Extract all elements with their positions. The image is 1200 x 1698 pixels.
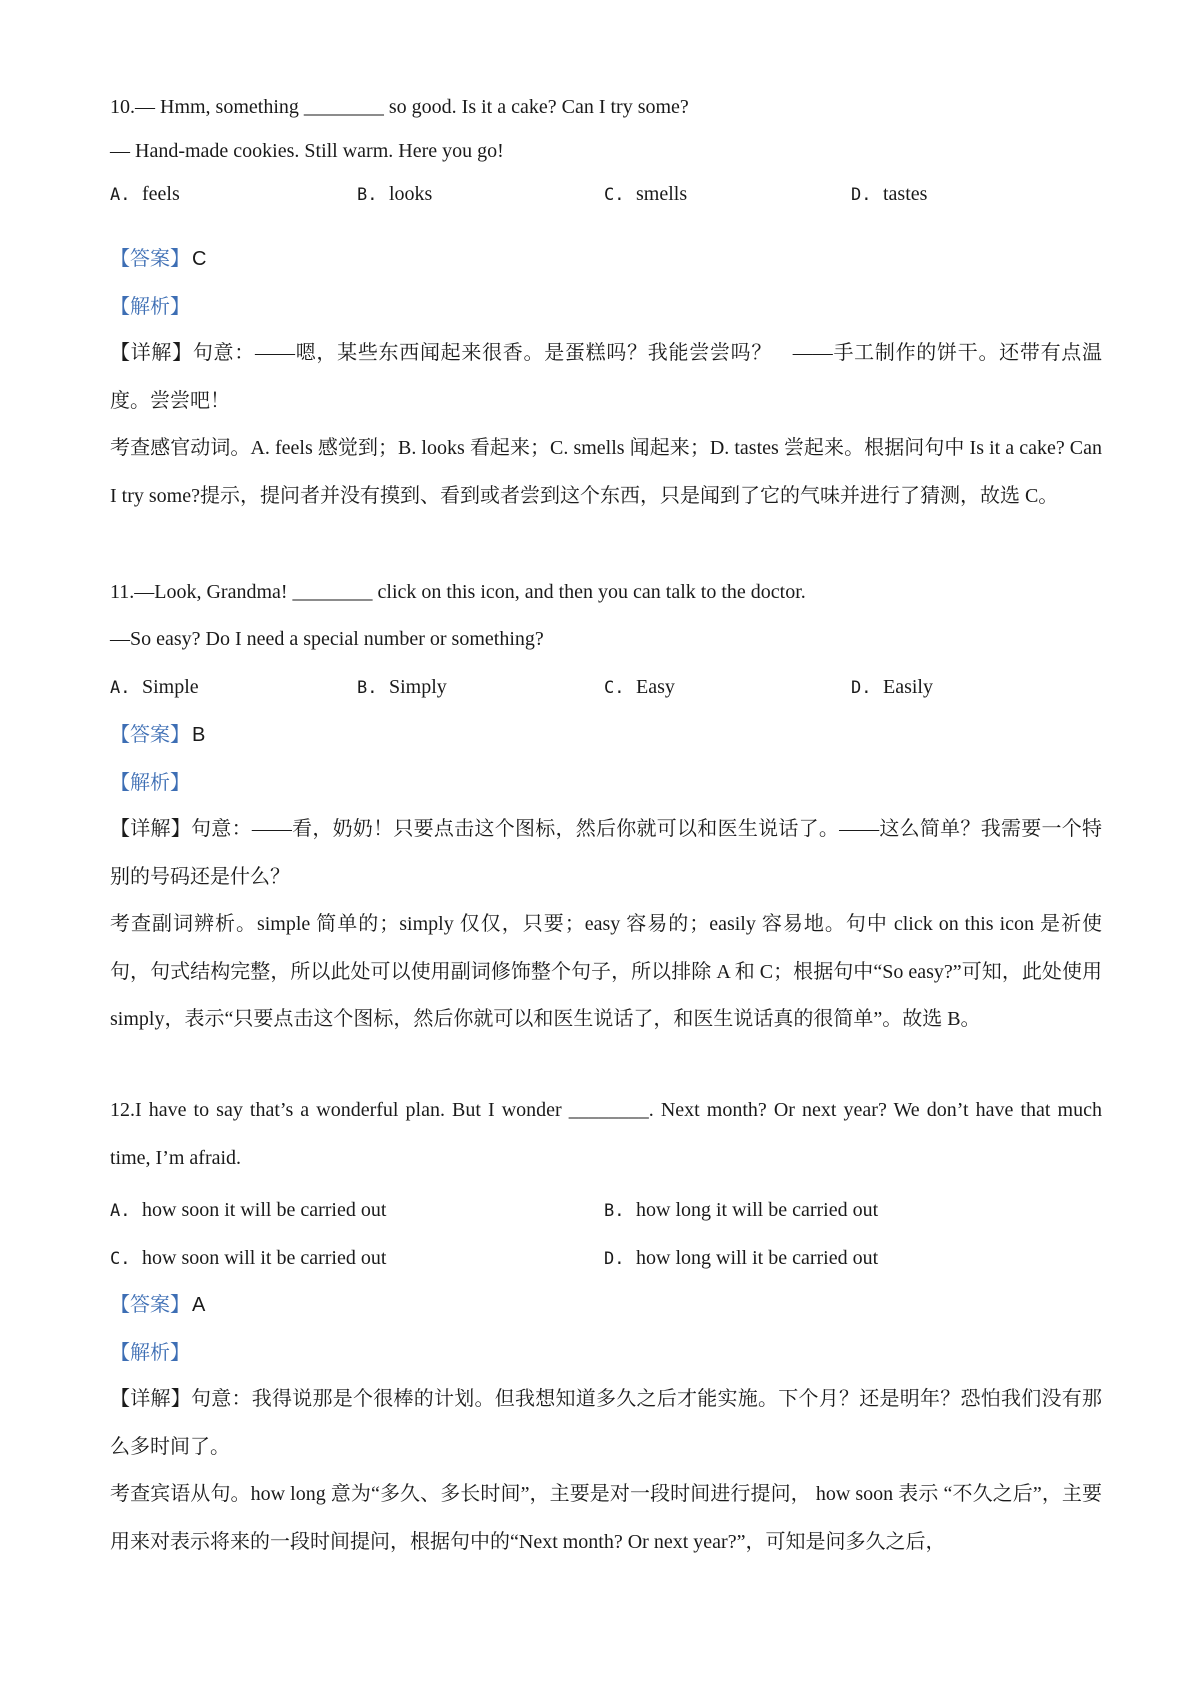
q12-analysis-label: 【解析】 [110, 1342, 190, 1364]
option-text: Easily [883, 676, 933, 698]
option-text: feels [142, 183, 180, 205]
q11-option-d [851, 673, 933, 702]
q11-analysis-label: 【解析】 [110, 772, 190, 794]
q12-option-c [110, 1244, 386, 1273]
option-letter: B. [604, 1201, 625, 1221]
option-text: Simple [142, 676, 199, 698]
option-text: how long it will be carried out [636, 1199, 879, 1221]
q12-option-d [604, 1244, 878, 1273]
q10-answer [110, 245, 206, 273]
q11-detail: 【详解】句意：——看，奶奶！只要点击这个图标，然后你就可以和医生说话了。——这么简单？我需要一个特别的号码还是什么？ [110, 818, 1102, 888]
option-letter: C. [604, 185, 625, 205]
option-letter: A. [110, 1201, 131, 1221]
q11-answer [110, 721, 205, 749]
option-letter: C. [110, 1249, 131, 1269]
option-letter: B. [357, 185, 378, 205]
q11-option-b [357, 673, 447, 702]
option-letter: D. [851, 185, 872, 205]
q11-option-c [604, 673, 675, 702]
option-text: looks [389, 183, 433, 205]
option-text: how soon it will be carried out [142, 1199, 387, 1221]
option-letter: D. [604, 1249, 625, 1269]
option-letter: A. [110, 185, 131, 205]
option-letter: B. [357, 678, 378, 698]
option-letter: A. [110, 678, 131, 698]
q10-option-d [851, 180, 927, 209]
q11-stem-line-2: —So easy? Do I need a special number or something? [110, 628, 544, 650]
q12-answer [110, 1291, 205, 1319]
q12-stem: 12.I have to say that’s a wonderful plan. But I wonder ________. Next month? Or next year? We don’t have that much time, I’m afraid. [110, 1099, 1102, 1169]
q10-detail: 【详解】句意：——嗯，某些东西闻起来很香。是蛋糕吗？我能尝尝吗？ ——手工制作的饼干。还带有点温度。尝尝吧！ [110, 342, 1102, 412]
option-text: Easy [636, 676, 675, 698]
q10-option-c [604, 180, 687, 209]
q12-option-b [604, 1196, 878, 1225]
q10-option-b [357, 180, 432, 209]
q10-stem-line-2: — Hand-made cookies. Still warm. Here you go! [110, 140, 504, 162]
q10-explanation: 考查感官动词。A. feels 感觉到；B. looks 看起来；C. smells 闻起来；D. tastes 尝起来。根据问句中 Is it a cake? Can I try some?提示，提问者并没有摸到、看到或者尝到这个东西，只是闻到了它的气味并进行了猜测，故选 C。 [110, 437, 1102, 507]
option-text: tastes [883, 183, 928, 205]
q11-explanation: 考查副词辨析。simple 简单的；simply 仅仅，只要；easy 容易的；easily 容易地。句中 click on this icon 是祈使句，句式结构完整，所以此处可以使用副词修饰整个句子，所以排除 A 和 C；根据句中“So easy?”可知，此处使用 simply，表示“只要点击这个图标，然后你就可以和医生说话了，和医生说话真的很简单”。故选 B。 [110, 913, 1102, 1030]
answer-label: 【答案】 [110, 248, 190, 270]
option-letter: C. [604, 678, 625, 698]
q11-stem-line-1: 11.—Look, Grandma! ________ click on this icon, and then you can talk to the doctor. [110, 581, 806, 603]
option-text: smells [636, 183, 688, 205]
answer-value: C [192, 248, 207, 270]
q10-analysis-label: 【解析】 [110, 296, 190, 318]
answer-label: 【答案】 [110, 724, 190, 746]
q10-stem-line-1: 10.— Hmm, something ________ so good. Is it a cake? Can I try some? [110, 96, 689, 118]
option-text: how soon will it be carried out [142, 1247, 387, 1269]
q10-option-a [110, 180, 180, 209]
answer-value: A [192, 1294, 206, 1316]
q11-option-a [110, 673, 199, 702]
option-text: how long will it be carried out [636, 1247, 879, 1269]
answer-value: B [192, 724, 206, 746]
option-text: Simply [389, 676, 447, 698]
option-letter: D. [851, 678, 872, 698]
q12-option-a [110, 1196, 386, 1225]
q12-detail: 【详解】句意：我得说那是个很棒的计划。但我想知道多久之后才能实施。下个月？还是明年？恐怕我们没有那么多时间了。 [110, 1388, 1102, 1458]
answer-label: 【答案】 [110, 1294, 190, 1316]
q12-explanation: 考查宾语从句。how long 意为“多久、多长时间”，主要是对一段时间进行提问， how soon 表示 “不久之后”，主要用来对表示将来的一段时间提问，根据句中的“Next month? Or next year?”，可知是问多久之后， [110, 1483, 1102, 1553]
